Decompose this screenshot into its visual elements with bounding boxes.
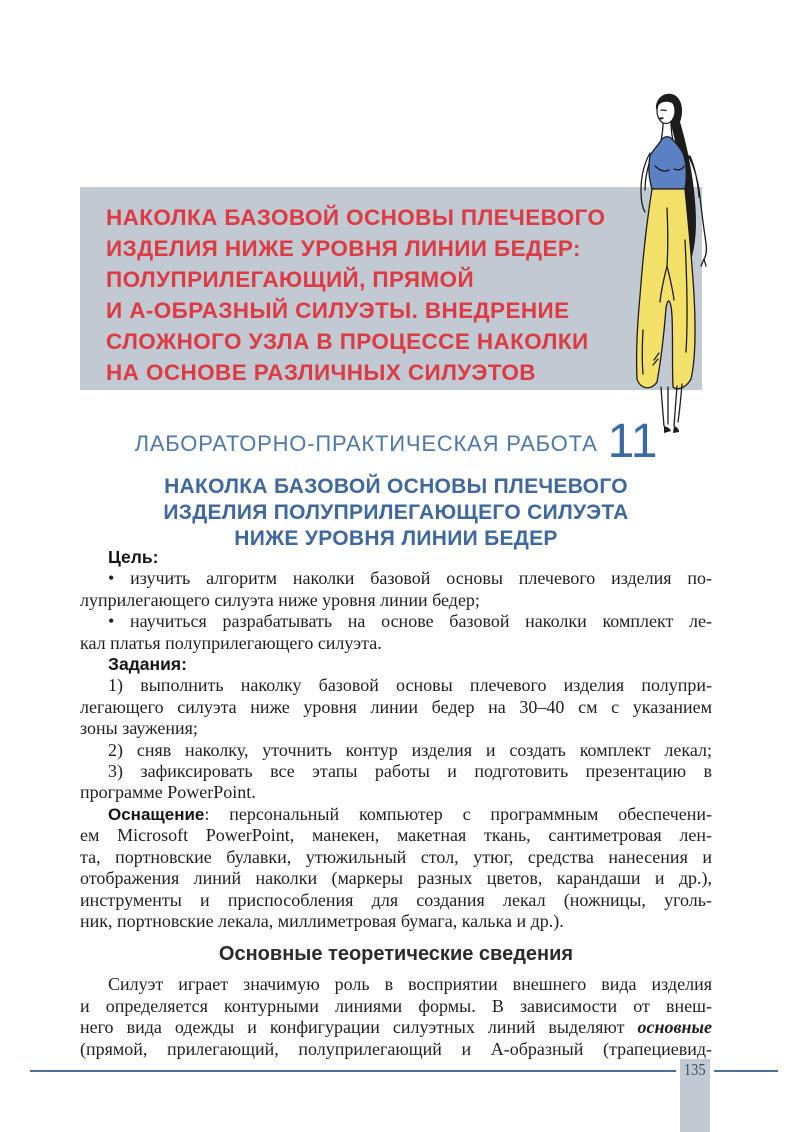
text-line: ем Microsoft PowerPoint, манекен, макетная ткань, сантиметровая лен- (80, 825, 712, 846)
text-line: инструменты и приспособления для создания лекал (ножницы, уголь- (80, 889, 712, 910)
text-line: 1) выполнить наколку базовой основы плечевого изделия полупри- (108, 675, 712, 696)
fashion-figure-illustration (628, 90, 738, 440)
eye-line (661, 110, 666, 111)
text-line: и определяется контурными линиями формы. В зависимости от внеш- (80, 995, 712, 1016)
labwork-heading (80, 414, 712, 552)
banner-line: ИЗДЕЛИЯ НИЖЕ УРОВНЯ ЛИНИИ БЕДЕР: (106, 236, 581, 261)
text-line: • изучить алгоритм наколки базовой основы плечевого изделия по- (108, 568, 712, 589)
banner-line: И А-ОБРАЗНЫЙ СИЛУЭТЫ. ВНЕДРЕНИЕ (106, 298, 570, 323)
banner-line: ПОЛУПРИЛЕГАЮЩИЙ, ПРЯМОЙ (106, 267, 475, 292)
chapter-banner (80, 187, 702, 390)
paragraph (80, 675, 712, 739)
text-line: него вида одежды и конфигурации силуэтных линий выделяют основные (80, 1017, 712, 1038)
section-heading: Основные теоретические сведения (218, 943, 574, 966)
text-line: зоны заужения; (80, 718, 198, 739)
text-line: легающего силуэта ниже уровня линии бедер на 30–40 см с указанием (80, 696, 712, 717)
text-line: 2) сняв наколку, уточнить контур изделия и создать комплект лекал; (108, 739, 712, 760)
banner-line: НА ОСНОВЕ РАЗЛИЧНЫХ СИЛУЭТОВ (106, 360, 536, 385)
text-line: • научиться разрабатывать на основе базовой наколки комплект ле- (108, 611, 712, 632)
labwork-title-line: НАКОЛКА БАЗОВОЙ ОСНОВЫ ПЛЕЧЕВОГО (164, 475, 628, 498)
paragraph (80, 568, 712, 611)
paragraph (80, 761, 712, 804)
banner-lines (106, 202, 702, 388)
text-line: Силуэт играет значимую роль в восприятии внешнего вида изделия (108, 974, 712, 995)
text-line: (прямой, прилегающий, полуприлегающий и А-образный (трапециевид- (80, 1038, 712, 1059)
text-line: ник, портновские лекала, миллиметровая бумага, калька и др.). (80, 910, 564, 931)
text-line: программе PowerPoint. (80, 782, 256, 803)
banner-line: СЛОЖНОГО УЗЛА В ПРОЦЕССЕ НАКОЛКИ (106, 329, 589, 354)
page-number: 135 (684, 1060, 706, 1079)
labwork-kicker: ЛАБОРАТОРНО-ПРАКТИЧЕСКАЯ РАБОТА (134, 431, 598, 456)
section-label: Цель: (108, 547, 159, 567)
paragraph (80, 611, 712, 654)
page-number-box (680, 1059, 710, 1132)
paragraph (80, 804, 712, 932)
banner-line: НАКОЛКА БАЗОВОЙ ОСНОВЫ ПЛЕЧЕВОГО (106, 205, 606, 230)
text-line: луприлегающего силуэта ниже уровня линии бедер; (80, 589, 480, 610)
body-content (80, 547, 712, 1060)
text-line: Оснащение: персональный компьютер с программным обеспечени- (108, 803, 712, 824)
text-line: отображения линий наколки (маркеры разных цветов, карандаши и др.), (80, 868, 712, 889)
labwork-title-lines (80, 474, 712, 552)
labwork-title-line: ИЗДЕЛИЯ ПОЛУПРИЛЕГАЮЩЕГО СИЛУЭТА (163, 501, 629, 524)
paragraph (80, 740, 712, 761)
labwork-number: 11 (607, 415, 658, 468)
section-label: Задания: (108, 654, 187, 675)
footer-rule-right (714, 1070, 778, 1072)
labwork-kicker-row (80, 414, 712, 469)
text-line: кал платья полуприлегающего силуэта. (80, 632, 382, 653)
text-line: та, портновские булавки, утюжильный стол, утюг, средства нанесения и (80, 846, 712, 867)
labwork-title-line: НИЖЕ УРОВНЯ ЛИНИИ БЕДЕР (234, 527, 558, 550)
text-line: 3) зафиксировать все этапы работы и подготовить презентацию в (108, 761, 712, 782)
paragraph (80, 974, 712, 1060)
footer-rule-left (30, 1070, 676, 1072)
